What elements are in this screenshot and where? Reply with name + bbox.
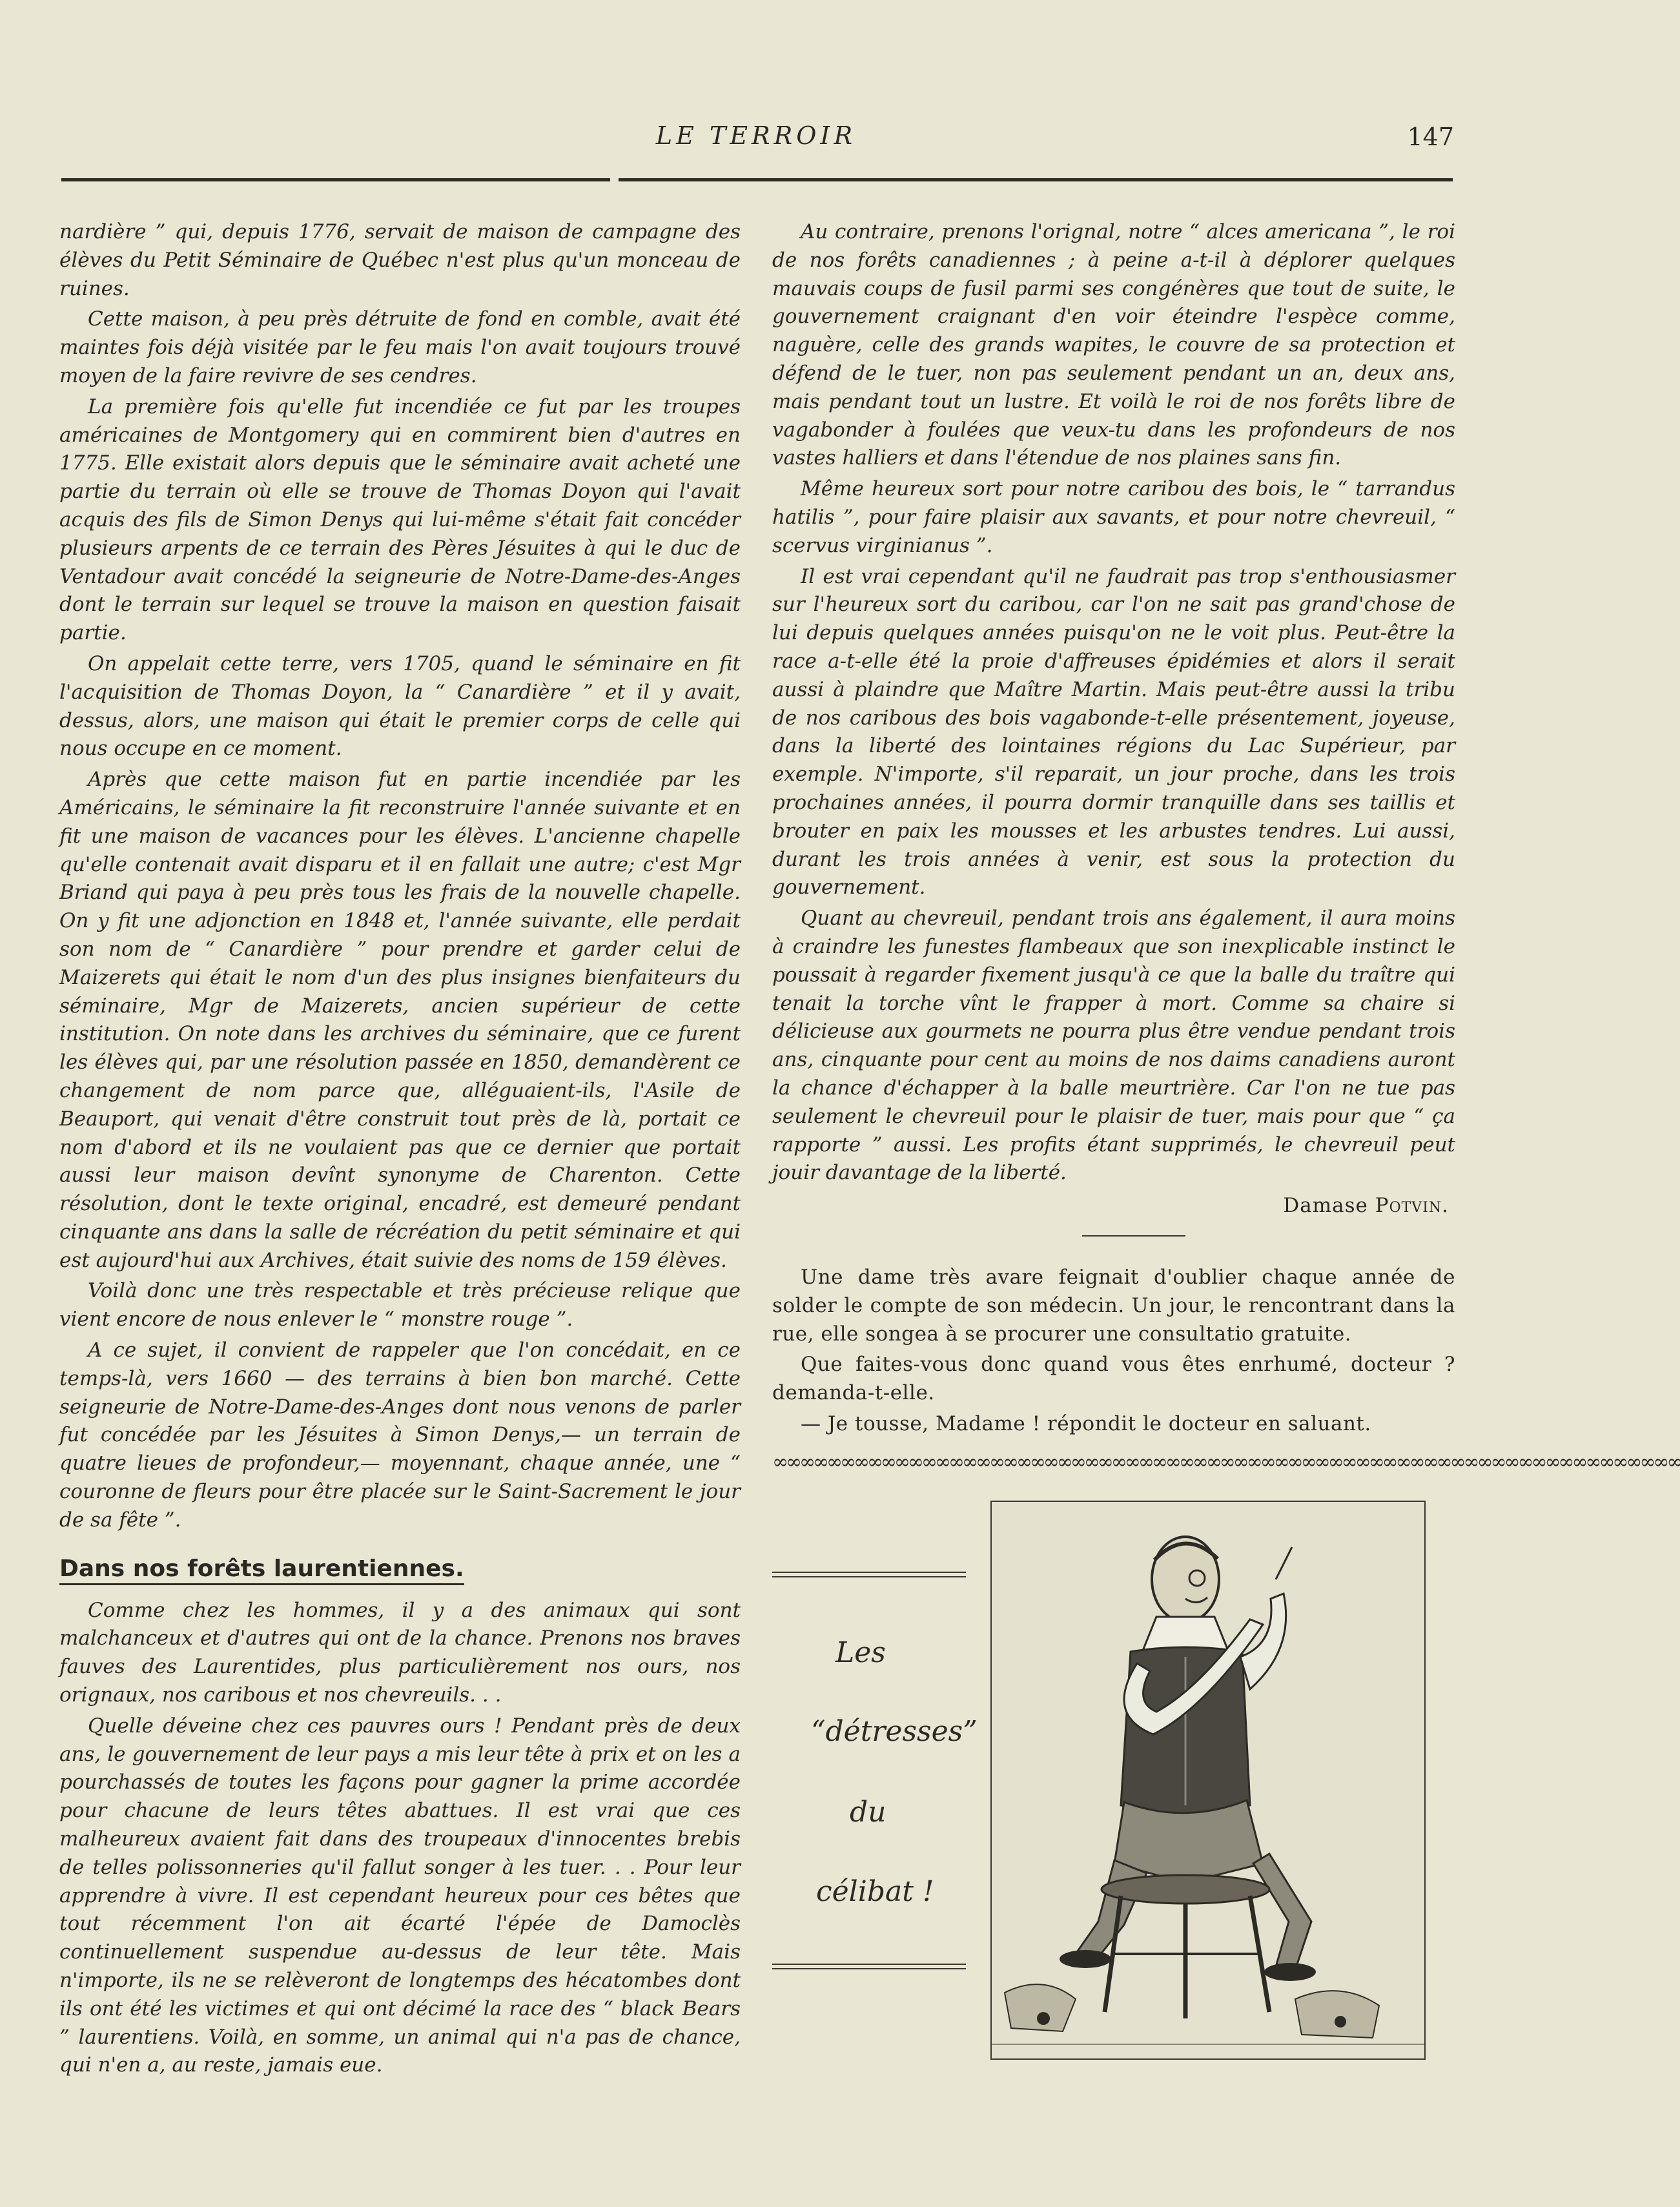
signature-first-name: Damase (1283, 1194, 1368, 1218)
header-rule-left (61, 178, 610, 181)
caption-line: “détresses” (811, 1715, 978, 1748)
header-rule-right (619, 178, 1453, 181)
cartoon (772, 1495, 1455, 2070)
paragraph: A ce sujet, il convient de rappeler que l'on concédait, en ce temps-là, vers 1660 — des terrains à bien bon marché. Cette seigneurie de Notre-Dame-des-Anges dont nous venons de parler fut concédée par les Jésuites à Simon Denys,— un terrain de quatre lieues de profondeur,— moyennant, chaque année, une “ couronne de fleurs pour être placée sur le Saint-Sacrement le jour de sa fête ”. (59, 1339, 741, 1532)
caption-rule-top (772, 1572, 966, 1577)
paragraph: Voilà donc une très respectable et très précieuse relique que vient encore de nous enlever le “ monstre rouge ”. (59, 1279, 741, 1331)
anecdote-paragraph: Que faites-vous donc quand vous êtes enrhumé, docteur ? demanda-t-elle. (772, 1353, 1455, 1405)
author-signature (772, 1194, 1449, 1217)
paragraph: Au contraire, prenons l'orignal, notre “ alces americana ”, le roi de nos forêts canadiennes ; à peine a-t-il à déplorer quelques mauvais coups de fusil parmi ses congénères que tout de suite, le gouvernement craignant d'en voir éteindre l'espèce comme, naguère, celle des grands wapites, le couvre de sa protection et défend de le tuer, non pas seulement pendant un an, deux ans, mais pendant tout un lustre. Et voilà le roi de nos forêts libre de vagabonder à foulées que veux-tu dans les profondeurs de nos vastes halliers et dans l'étendue de nos plaines sans fin. (772, 220, 1455, 470)
paragraph: Cette maison, à peu près détruite de fond en comble, avait été maintes fois déjà visitée par le feu mais l'on avait toujours trouvé moyen de la faire revivre de ses cendres. (59, 307, 741, 387)
left-column (59, 218, 741, 2082)
anecdote-paragraph: Une dame très avare feignait d'oublier chaque année de solder le compte de son médecin. Un jour, le rencontrant dans la rue, elle songea à se procurer une consultatio gratuite. (772, 1266, 1455, 1346)
paragraph: Quelle déveine chez ces pauvres ours ! Pendant près de deux ans, le gouvernement de leur pays a mis leur tête à prix et on les a pourchassés de toutes les façons pour gagner la prime accordée pour chacune de leurs têtes abattues. Il est vrai que ces malheureux avaient fait dans des troupeaux d'innocentes brebis de telles polissonneries qu'il fallut songer à les tuer. . . Pour leur apprendre à vivre. Il est cependant heureux pour ces bêtes que tout récemment l'on ait écarté l'épée de Damoclès continuellement suspendue au-dessus de leur tête. Mais n'importe, ils ne se relèveront de longtemps des hécatombes dont ils ont été les victimes et qui ont décimé la race des “ black Bears ” laurentiens. Voilà, en somme, un animal qui n'a pas de chance, qui n'en a, au reste, jamais eue. (59, 1714, 741, 2077)
right-column (772, 218, 1680, 1473)
paragraph: Il est vrai cependant qu'il ne faudrait pas trop s'enthousiasmer sur l'heureux sort du caribou, car l'on ne sait pas grand'chose de lui depuis quelques années puisqu'on ne le voit plus. Peut-être la race a-t-elle été la proie d'affreuses épidémies et alors il serait aussi à plaindre que Maître Martin. Mais peut-être aussi la tribu de nos caribous des bois vagabonde-t-elle présentement, joyeuse, dans la liberté des lointaines régions du Lac Supérieur, par exemple. N'importe, s'il reparait, un jour proche, dans les trois prochaines années, il pourra dormir tranquille dans ses taillis et brouter en paix les mousses et les arbustes tendres. Lui aussi, durant les trois années à venir, est sous la protection du gouvernement. (772, 564, 1455, 899)
separator-rule (1082, 1235, 1185, 1237)
paragraph: Comme chez les hommes, il y a des animaux qui sont malchanceux et d'autres qui ont de la chance. Prenons nos braves fauves des Laurentides, plus particulièrement nos ours, nos orignaux, nos caribous et nos chevreuils. . . (59, 1598, 741, 1707)
bachelor-sewing-illustration (992, 1502, 1424, 2058)
paragraph: nardière ” qui, depuis 1776, servait de maison de campagne des élèves du Petit Séminaire de Québec n'est plus qu'un monceau de ruines. (59, 220, 741, 300)
paragraph: On appelait cette terre, vers 1705, quand le séminaire en fit l'acquisition de Thomas Doyon, la “ Canardière ” et il y avait, dessus, alors, une maison qui était le premier corps de celle qui nous occupe en ce moment. (59, 652, 741, 761)
running-header (58, 121, 1454, 160)
paragraph: Après que cette maison fut en partie incendiée par les Américains, le séminaire la fit reconstruire l'année suivante et en fit une maison de vacances pour les élèves. L'ancienne chapelle qu'elle contenait avait disparu et il en fallait une autre; c'est Mgr Briand qui paya à peu près tous les frais de la nouvelle chapelle. On y fit une adjonction en 1848 et, l'année suivante, elle perdait son nom de “ Canardière ” pour prendre et garder celui de Maizerets qui était le nom d'un des plus insignes bienfaiteurs du séminaire, Mgr de Maizerets, ancien supérieur de cette institution. On note dans les archives du séminaire, que ce furent les élèves qui, par une résolution passée en 1850, demandèrent ce changement de nom parce que, alléguaient-ils, l'Asile de Beauport, qui venait d'être construit tout près de là, portait ce nom d'abord et ils ne voulaient pas que ce dernier que portait aussi leur maison devînt synonyme de Charenton. Cette résolution, dont le texte original, encadré, est demeuré pendant cinquante ans dans la salle de récréation du petit séminaire et qui est aujourd'hui aux Archives, était suivie des noms de 159 élèves. (59, 768, 741, 1272)
page-number: 147 (1407, 123, 1454, 151)
caption-line: du (850, 1796, 886, 1829)
caption-line: célibat ! (816, 1875, 934, 1908)
running-title: LE TERROIR (655, 121, 857, 150)
ornamental-border: ∞∞∞∞∞∞∞∞∞∞∞∞∞∞∞∞∞∞∞∞∞∞∞∞∞∞∞∞∞∞∞∞∞∞∞∞∞∞∞∞∞∞∞∞∞∞∞∞∞∞∞∞∞∞∞∞∞∞∞∞∞∞∞∞∞∞∞ (772, 1450, 1680, 1473)
paragraph: Quant au chevreuil, pendant trois ans également, il aura moins à craindre les funestes flambeaux que son inexplicable instinct le poussait à regarder fixement jusqu'à ce que la balle du traître qui tenait la torche vînt le frapper à mort. Comme sa chaire si délicieuse aux gourmets ne pourra plus être vendue pendant trois ans, cinquante pour cent au moins de nos daims canadiens auront la chance d'échapper à la balle meurtrière. Car l'on ne tue pas seulement le chevreuil pour le plaisir de tuer, mais pour que “ ça rapporte ” aussi. Les profits étant supprimés, le chevreuil peut jouir davantage de la liberté. (772, 907, 1455, 1185)
anecdote-paragraph: — Je tousse, Madame ! répondit le docteur en saluant. (801, 1412, 1371, 1436)
caption-rule-bottom (772, 1964, 966, 1969)
cartoon-illustration (990, 1501, 1426, 2060)
paragraph: Même heureux sort pour notre caribou des bois, le “ tarrandus hatilis ”, pour faire plaisir aux savants, et pour notre chevreuil, “ scervus virginianus ”. (772, 477, 1455, 557)
paragraph: La première fois qu'elle fut incendiée ce fut par les troupes américaines de Montgomery qui en commirent bien d'autres en 1775. Elle existait alors depuis que le séminaire avait acheté une partie du terrain où elle se trouve de Thomas Doyon qui l'avait acquis des fils de Simon Denys qui lui-même s'était fait concéder plusieurs arpents de ce terrain des Pères Jésuites à qui le duc de Ventadour avait concédé la seigneurie de Notre-Dame-des-Anges dont le terrain sur lequel se trouve la maison en question faisait partie. (59, 395, 741, 645)
signature-last-name: Potvin. (1375, 1194, 1449, 1218)
section-title: Dans nos forêts laurentiennes. (59, 1555, 464, 1585)
caption-line: Les (835, 1636, 886, 1669)
